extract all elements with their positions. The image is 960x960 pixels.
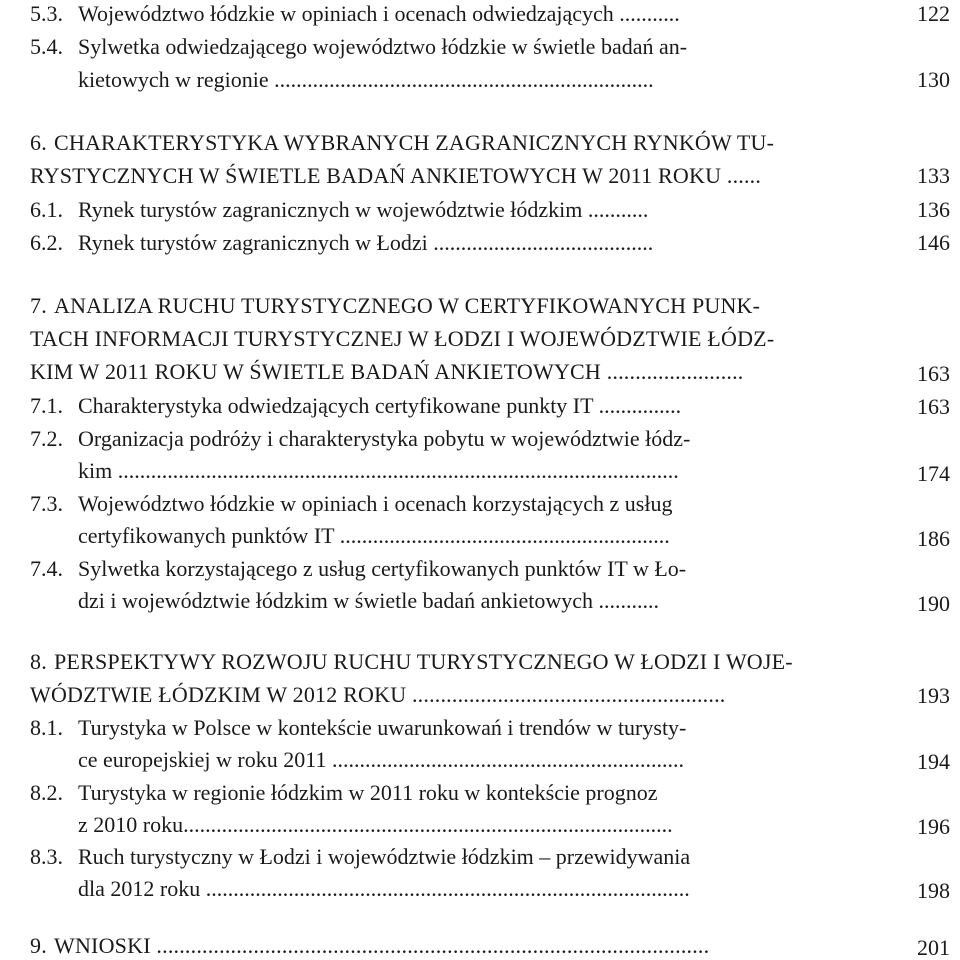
toc-number: 7.4. xyxy=(30,556,63,581)
toc-title-line: PERSPEKTYWY ROZWOJU RUCHU TURYSTYCZNEGO W ŁODZI I WOJE- xyxy=(54,649,793,674)
toc-title-line: Województwo łódzkie w opiniach i ocenach odwiedzających ........... xyxy=(78,1,680,26)
toc-number: 8.2. xyxy=(30,780,63,805)
toc-title-line: certyfikowanych punktów IT ............................................................ xyxy=(78,523,670,548)
toc-page-number: 133 xyxy=(917,163,950,188)
toc-title-line: z 2010 roku......................................................................................... xyxy=(78,812,673,837)
toc-title-line: Turystyka w Polsce w kontekście uwarunkowań i trendów w turysty- xyxy=(78,715,687,740)
toc-page-number: 198 xyxy=(917,878,950,903)
toc-page-number: 190 xyxy=(917,591,950,616)
toc-page-number: 122 xyxy=(917,1,950,26)
toc-number: 7.2. xyxy=(30,426,63,451)
toc-title-line: Województwo łódzkie w opiniach i ocenach korzystających z usług xyxy=(78,491,673,516)
toc-number: 6.2. xyxy=(30,230,63,255)
toc-title-line: Rynek turystów zagranicznych w województwie łódzkim ........... xyxy=(78,197,649,222)
toc-page-number: 196 xyxy=(917,814,950,839)
toc-page-number: 194 xyxy=(917,749,950,774)
toc-number: 7.1. xyxy=(30,393,63,418)
toc-number: 6. xyxy=(30,130,47,155)
toc-title-line: WÓDZTWIE ŁÓDZKIM W 2012 ROKU ....................................................... xyxy=(30,682,726,707)
toc-title-line: Charakterystyka odwiedzających certyfikowane punkty IT ............... xyxy=(78,393,682,418)
toc-title-line: ce europejskiej w roku 2011 ................................................................ xyxy=(78,747,684,772)
toc-title-line: dla 2012 roku ........................................................................................ xyxy=(78,876,690,901)
toc-number: 7. xyxy=(30,293,47,318)
toc-number: 9. xyxy=(30,933,47,958)
toc-number: 6.1. xyxy=(30,197,63,222)
toc-title-line: WNIOSKI ................................................................................................. xyxy=(54,933,710,958)
toc-title-line: Sylwetka odwiedzającego województwo łódzkie w świetle badań an- xyxy=(78,34,688,59)
toc-title-line: CHARAKTERYSTYKA WYBRANYCH ZAGRANICZNYCH RYNKÓW TU- xyxy=(54,130,775,155)
toc-title-line: KIM W 2011 ROKU W ŚWIETLE BADAŃ ANKIETOWYCH ........................ xyxy=(30,359,744,384)
toc-page-number: 130 xyxy=(917,67,950,92)
toc-number: 5.4. xyxy=(30,34,63,59)
toc-title-line: RYSTYCZNYCH W ŚWIETLE BADAŃ ANKIETOWYCH W 2011 ROKU ...... xyxy=(30,163,762,188)
toc-title-line: Turystyka w regionie łódzkim w 2011 roku w kontekście prognoz xyxy=(78,780,658,805)
toc-page-number: 163 xyxy=(917,394,950,419)
toc-page-number: 186 xyxy=(917,526,950,551)
toc-page-number: 136 xyxy=(917,197,950,222)
toc-page-number: 193 xyxy=(917,683,950,708)
toc-title-line: Ruch turystyczny w Łodzi i województwie łódzkim – przewidywania xyxy=(78,844,691,869)
toc-title-line: kietowych w regionie ..................................................................... xyxy=(78,67,654,92)
toc-page-number: 163 xyxy=(917,361,950,386)
toc-number: 8.1. xyxy=(30,715,63,740)
toc-title-line: Rynek turystów zagranicznych w Łodzi ........................................ xyxy=(78,230,654,255)
toc-page-number: 174 xyxy=(917,461,950,486)
toc-title-line: ANALIZA RUCHU TURYSTYCZNEGO W CERTYFIKOWANYCH PUNK- xyxy=(54,293,761,318)
toc-number: 8.3. xyxy=(30,844,63,869)
toc-page-number: 201 xyxy=(917,935,950,960)
toc-title-line: TACH INFORMACJI TURYSTYCZNEJ W ŁODZI I WOJEWÓDZTWIE ŁÓDZ- xyxy=(30,326,775,351)
toc-title-line: Sylwetka korzystającego z usług certyfikowanych punktów IT w Ło- xyxy=(78,556,687,581)
toc-title-line: Organizacja podróży i charakterystyka pobytu w województwie łódz- xyxy=(78,426,691,451)
toc-page-number: 146 xyxy=(917,230,950,255)
toc-number: 7.3. xyxy=(30,491,63,516)
toc-number: 5.3. xyxy=(30,1,63,26)
toc-number: 8. xyxy=(30,649,47,674)
toc-title-line: kim ...................................................................................................... xyxy=(78,458,679,483)
toc-title-line: dzi i województwie łódzkim w świetle badań ankietowych ........... xyxy=(78,588,660,613)
